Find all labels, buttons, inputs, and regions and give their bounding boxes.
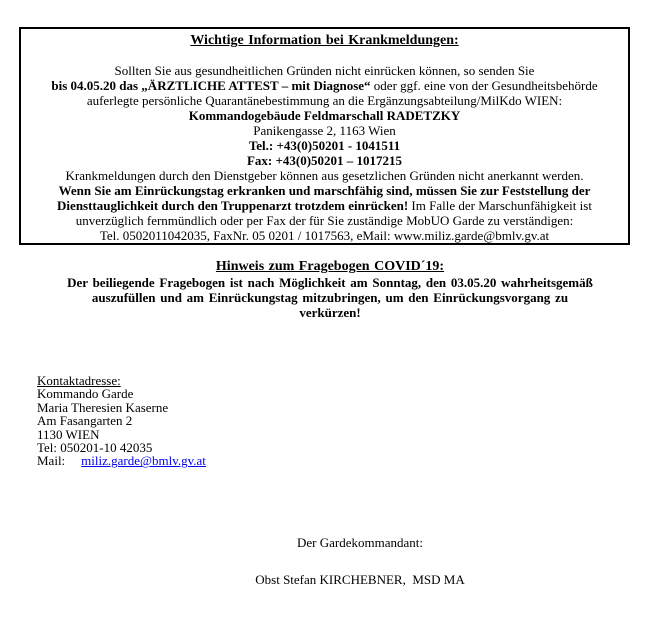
fax-line: Fax: +43(0)50201 – 1017215: [246, 153, 403, 168]
mail-link[interactable]: miliz.garde@bmlv.gv.at: [81, 453, 206, 469]
spacer: [27, 49, 622, 63]
sollten-line: Sollten Sie aus gesundheitlichen Gründen nicht einrücken können, so senden Sie: [114, 63, 535, 78]
covid-hinweis-section: [0, 259, 660, 320]
gardekommandant-line: Der Gardekommandant:: [297, 535, 423, 550]
hinweis-line: auszufüllen und am Einrückungstag mitzubringen, um den Einrückungsvorgang zu: [91, 290, 569, 305]
verstaendigung-line: unverzüglich fernmündlich oder per Fax der für Sie zuständige MobUO Garde zu verständigen:: [75, 213, 574, 228]
adresse-line: Panikengasse 2, 1163 Wien: [253, 123, 396, 138]
kontakt-line: 1130 WIEN: [37, 426, 100, 442]
kontaktdaten-line: Tel. 0502011042035, FaxNr. 05 0201 / 1017563, eMail: www.miliz.garde@bmlv.gv.at: [99, 228, 550, 243]
mail-label: Mail:: [37, 453, 66, 469]
info-box-title: Wichtige Information bei Krankmeldungen:: [190, 33, 459, 48]
hinweis-line: Der beiliegende Fragebogen ist nach Möglichkeit am Sonntag, den 03.05.20 wahrheitsgemäß: [67, 275, 593, 290]
hinweis-line: verkürzen!: [299, 305, 361, 320]
kontakt-block: [37, 374, 206, 468]
kontakt-line: Maria Theresien Kaserne: [37, 399, 169, 415]
mail-row: [37, 454, 206, 467]
gebaeude-line: Kommandogebäude Feldmarschall RADETZKY: [188, 108, 461, 123]
anerkannt-line: Krankmeldungen durch den Dienstgeber können aus gesetzlichen Gründen nicht anerkannt werden.: [65, 168, 584, 183]
truppenarzt-line-rest: Im Falle der Marschunfähigkeit ist: [408, 198, 592, 213]
kontakt-title: Kontaktadresse:: [37, 373, 121, 388]
krankmeldung-info-box: [19, 27, 630, 245]
covid-hinweis-title: Hinweis zum Fragebogen COVID´19:: [215, 259, 445, 274]
signature-block: [60, 535, 660, 587]
kontakt-line: Tel: 050201-10 42035: [37, 440, 153, 456]
quarantaene-line: auferlegte persönliche Quarantänebestimmung an die Ergänzungsabteilung/MilKdo WIEN:: [86, 93, 563, 108]
tel-line: Tel.: +43(0)50201 - 1041511: [248, 138, 401, 153]
attest-line-bold: bis 04.05.20 das „ÄRZTLICHE ATTEST – mit Diagnose“: [51, 78, 371, 93]
signature-name-line: Obst Stefan KIRCHEBNER, MSD MA: [255, 572, 465, 587]
truppenarzt-line-bold: Diensttauglichkeit durch den Truppenarzt trotzdem einrücken!: [57, 198, 409, 213]
attest-line-rest: oder ggf. eine von der Gesundheitsbehörde: [370, 78, 598, 93]
truppenarzt-line: [27, 198, 622, 213]
kontakt-line: Am Fasangarten 2: [37, 413, 133, 429]
einrueckungstag-line: Wenn Sie am Einrückungstag erkranken und marschfähig sind, müssen Sie zur Feststellung der: [58, 183, 591, 198]
kontakt-line: Kommando Garde: [37, 386, 134, 402]
attest-line: [27, 78, 622, 93]
